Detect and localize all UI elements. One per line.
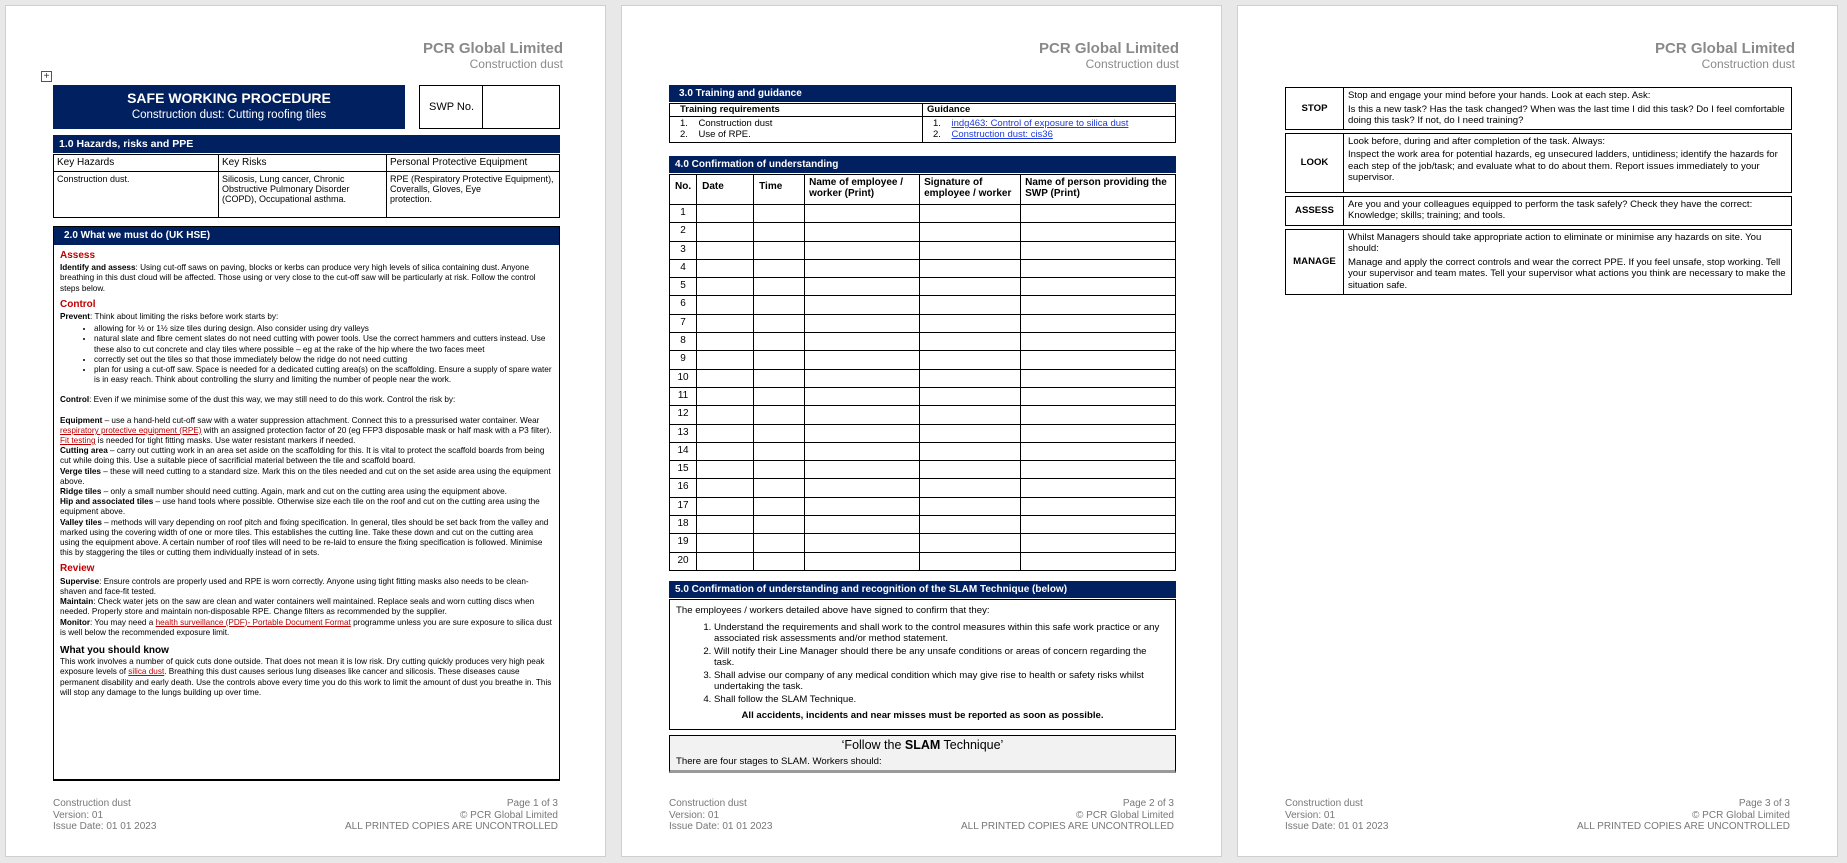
slam-stages-table [1285, 84, 1792, 298]
date-field[interactable] [697, 241, 754, 259]
time-field[interactable] [754, 205, 805, 223]
row-number: 5 [670, 278, 697, 296]
section-3-heading: 3.0 Training and guidance [669, 85, 1176, 102]
row-number: 18 [670, 516, 697, 534]
table-row [670, 314, 1176, 332]
provider-name-field[interactable] [1021, 241, 1176, 259]
time-field[interactable] [754, 461, 805, 479]
table-row [670, 461, 1176, 479]
employee-name-field[interactable] [805, 497, 920, 515]
training-item: Construction dust [698, 118, 773, 129]
date-field[interactable] [697, 333, 754, 351]
slam-title: ‘Follow the SLAM Technique’ [841, 738, 1004, 752]
list-item: 2. Will notify their Line Manager should there be any unsafe conditions or areas of concern regarding the task. [714, 646, 1169, 668]
row-number: 10 [670, 369, 697, 387]
list-item: • correctly set out the tiles so that those immediately below the ridge do not need cutting [94, 355, 553, 365]
time-field[interactable] [754, 424, 805, 442]
time-field[interactable] [754, 406, 805, 424]
what-you-should-know-paragraph: This work involves a number of quick cuts done outside. That does not mean it is low risk. Dry cutting quickly produces very high peak exposure levels of silica dust. Breathing this dust causes serious lung diseases like cancer and silicosis. These diseases cause permanent disability and early death. Use the controls above every time you do this work to limit the amount of dust you breathe in. This will stop any damage to the lungs building up over time. [60, 657, 552, 697]
hip-tiles-paragraph: Hip and associated tiles – use hand tools where possible. Otherwise size each tile on the roof and cut on the cutting area using the equipment above. [60, 497, 540, 517]
stage-label: STOP [1285, 87, 1343, 130]
signature-field[interactable] [920, 314, 1021, 332]
date-field[interactable] [697, 314, 754, 332]
row-number: 17 [670, 497, 697, 515]
cis36-link[interactable]: Construction dust: cis36 [951, 129, 1053, 140]
rpe-link[interactable]: respiratory protective equipment (RPE) [60, 425, 202, 435]
col-date: Date [697, 175, 754, 205]
provider-name-field[interactable] [1021, 479, 1176, 497]
valley-tiles-paragraph: Valley tiles – methods will vary depending on roof pitch and fixing specification. In general, tiles should be set back from the valley and marked using the covering width of one or more tiles. This establishes the cutting line. Take these down and cut on the cutting area using the equipment above. A certain number of roof tiles will need to be re-laid to ensure the fixing specification is followed. Minimise this by staggering the tiles or cutting them individually instead of in sets. [60, 517, 549, 558]
swp-value-field[interactable] [483, 86, 559, 128]
health-surveillance-link[interactable]: health surveillance (PDF)- Portable Document Format [155, 617, 351, 627]
page-2: PCR Global Limited Construction dust 3.0 Training and guidance Training requirements Guidance 1. Construction dust 2. Use of RPE. 1. indg463: Control of exposure to silica dust 2. Construction dust: cis36 4.0 Confirmation of understanding No. Date Time Name of employee / worker (Print) Signature of employee / worker Name of person providing the SWP (Print) 1 2 3 4 5 6 7 8 9 10 11 12 13 14 15 16 17 18 19 20 5.0 Confirmation of understanding and recognition of the SLAM Technique (below) The employees / workers detailed above have signed to confirm that they: 1. Understand the requirements and shall work to the control measures within this safe work practice or any associated risk assessments and/or method statement. 2. Will notify their Line Manager should there be any unsafe conditions or areas of concern regarding the task. 3. Shall advise our company of any medical condition which may give rise to health or safety risks whilst undertaking the task. 4. Shall follow the SLAM Technique. All accidents, incidents and near misses must be reported as soon as possible. ‘Follow the SLAM Technique’ There are four stages to SLAM. Workers should: Construction dust Version: 01 Issue Date: 01 01 2023 Page 2 of 3 © PCR Global Limited ALL PRINTED COPIES ARE UNCONTROLLED [621, 5, 1222, 857]
maintain-paragraph: Maintain: Check water jets on the saw are clean and water containers well maintained. Replace seals and worn cutting discs when needed. Properly store and maintain non-disposable RPE. Change filters as recommended by the supplier. [60, 597, 535, 617]
confirmation-table [669, 174, 1176, 571]
row-number: 20 [670, 552, 697, 570]
signature-field[interactable] [920, 406, 1021, 424]
provider-name-field[interactable] [1021, 259, 1176, 277]
employee-name-field[interactable] [805, 424, 920, 442]
signature-field[interactable] [920, 259, 1021, 277]
date-field[interactable] [697, 369, 754, 387]
date-field[interactable] [697, 406, 754, 424]
stage-row-assess: ASSESS Are you and your colleagues equipped to perform the task safely? Check they have the correct: Knowledge; skills; training; and tools. [1285, 196, 1792, 226]
col-employee-name: Name of employee / worker (Print) [805, 175, 920, 205]
section-2-heading: 2.0 What we must do (UK HSE) [54, 227, 559, 245]
section-4-heading: 4.0 Confirmation of understanding [669, 156, 1176, 173]
indg463-link[interactable]: indg463: Control of exposure to silica dust [951, 118, 1129, 129]
signature-field[interactable] [920, 424, 1021, 442]
provider-name-field[interactable] [1021, 351, 1176, 369]
hazards-table [53, 154, 560, 218]
employee-name-field[interactable] [805, 369, 920, 387]
signature-field[interactable] [920, 479, 1021, 497]
page-header [1655, 40, 1795, 71]
col-no: No. [670, 175, 697, 205]
stage-row-look: LOOK Look before, during and after completion of the task. Always: Inspect the work area for potential hazards, eg unsecured ladders, untidiness; identify the hazards for each step of the job/task; and evaluate what to do about them. Report issues immediately to your supervisor. [1285, 133, 1792, 193]
signature-field[interactable] [920, 516, 1021, 534]
provider-name-field[interactable] [1021, 205, 1176, 223]
ridge-tiles-paragraph: Ridge tiles – only a small number should need cutting. Again, mark and cut on the cutting area using the equipment above. [60, 487, 507, 497]
section-5-intro: The employees / workers detailed above have signed to confirm that they: [676, 605, 990, 616]
date-field[interactable] [697, 259, 754, 277]
supervise-paragraph: Supervise: Ensure controls are properly used and RPE is worn correctly. Anyone using tight fitting masks also needs to be clean-shaven and face-fit tested. [60, 576, 529, 596]
employee-name-field[interactable] [805, 333, 920, 351]
employee-name-field[interactable] [805, 552, 920, 570]
signature-field[interactable] [920, 534, 1021, 552]
section-1-heading: 1.0 Hazards, risks and PPE [53, 135, 560, 153]
list-item: 4. Shall follow the SLAM Technique. [714, 694, 1169, 705]
signature-field[interactable] [920, 333, 1021, 351]
silica-dust-link[interactable]: silica dust [128, 667, 165, 677]
date-field[interactable] [697, 534, 754, 552]
stage-label: LOOK [1285, 133, 1343, 193]
title-block [53, 85, 405, 129]
provider-name-field[interactable] [1021, 461, 1176, 479]
training-item: Use of RPE. [698, 129, 751, 140]
stage-label: MANAGE [1285, 229, 1343, 295]
control-heading: Control [60, 298, 96, 310]
procedure-subtitle: Construction dust: Cutting roofing tiles [131, 109, 327, 121]
table-row [670, 259, 1176, 277]
signature-field[interactable] [920, 296, 1021, 314]
signature-field[interactable] [920, 223, 1021, 241]
col-time: Time [754, 175, 805, 205]
company-name: PCR Global Limited [422, 40, 563, 57]
row-number: 3 [670, 241, 697, 259]
confirmation-list [714, 622, 1169, 705]
provider-name-field[interactable] [1021, 497, 1176, 515]
prevent-paragraph: Prevent: Think about limiting the risks before work starts by: [60, 312, 279, 322]
document-subtitle: Construction dust [1701, 57, 1795, 71]
row-number: 6 [670, 296, 697, 314]
list-item: • allowing for ½ or 1½ size tiles during design. Also consider using dry valleys [94, 324, 553, 334]
provider-name-field[interactable] [1021, 333, 1176, 351]
employee-name-field[interactable] [805, 259, 920, 277]
signature-field[interactable] [920, 351, 1021, 369]
date-field[interactable] [697, 552, 754, 570]
date-field[interactable] [697, 278, 754, 296]
time-field[interactable] [754, 314, 805, 332]
table-row [670, 351, 1176, 369]
assess-heading: Assess [60, 250, 96, 261]
provider-name-field[interactable] [1021, 278, 1176, 296]
slam-intro: There are four stages to SLAM. Workers should: [676, 756, 882, 767]
employee-name-field[interactable] [805, 442, 920, 460]
cutting-area-paragraph: Cutting area – carry out cutting work in an area set aside on the scaffolding for this. It is vital to protect the scaffold boards from being cut while doing this. Use a suitable piece of sacrificial material between the tile and scaffold board. [60, 446, 545, 466]
prevent-list [94, 324, 553, 385]
time-field[interactable] [754, 241, 805, 259]
confirmation-rows [670, 205, 1176, 571]
section-2-body [54, 245, 559, 698]
date-field[interactable] [697, 205, 754, 223]
control-paragraph: Control: Even if we minimise some of the dust this way, we may still need to do this work. Control the risk by: [60, 395, 456, 405]
provider-name-field[interactable] [1021, 424, 1176, 442]
page-3: PCR Global Limited Construction dust STOP Stop and engage your mind before your hands. Look at each step. Ask: Is this a new task? Has the task changed? When was the last time I did this task? Do I feel comfortable doing this task? If not, do I need training? LOOK Look before, during and after completion of the task. Always: Inspect the work area for potential hazards, eg unsecured ladders, untidiness; identify the hazards for each step of the job/task; and evaluate what to do about them. Report issues immediately to your supervisor. ASSESS Are you and your colleagues equipped to perform the task safely? Check they have the correct: Knowledge; skills; training; and tools. MANAGE Whilst Managers should take appropriate action to eliminate or minimise any hazards on site. You should: Manage and apply the correct controls and wear the correct PPE. If you feel unsafe, stop working. Tell your supervisor and team mates. Tell your supervisor what actions you think are necessary to make the situation safe. Construction dust Version: 01 Issue Date: 01 01 2023 Page 3 of 3 © PCR Global Limited ALL PRINTED COPIES ARE UNCONTROLLED [1237, 5, 1838, 857]
table-row [670, 497, 1176, 515]
company-name: PCR Global Limited [1038, 40, 1179, 57]
employee-name-field[interactable] [805, 314, 920, 332]
time-field[interactable] [754, 223, 805, 241]
identify-paragraph: Identify and assess: Using cut-off saws on paving, blocks or kerbs can produce very high levels of silica containing dust. Anyone breathing in this dust cloud will be affected. Those using or very close to the cut-off saw will be particularly at risk. Follow the control steps below. [60, 263, 536, 293]
provider-name-field[interactable] [1021, 442, 1176, 460]
list-item: • natural slate and fibre cement slates do not need cutting with power tools. Use the correct hammers and cutters instead. Use these also to cut concrete and clay tiles where possible – eg at the rake of the hip where the two faces meet [94, 334, 553, 354]
page-number: Page 3 of 3 [1738, 798, 1790, 809]
monitor-paragraph: Monitor: You may need a health surveillance (PDF)- Portable Document Format programme unless you are sure exposure to silica dust is well below the recommended exposure limit. [60, 617, 552, 637]
section-2-box [53, 226, 560, 781]
table-row [670, 241, 1176, 259]
fit-testing-link[interactable]: Fit testing [60, 436, 96, 446]
date-field[interactable] [697, 296, 754, 314]
training-table [669, 103, 1176, 143]
employee-name-field[interactable] [805, 351, 920, 369]
training-list: 1. Construction dust 2. Use of RPE. [670, 117, 923, 143]
provider-name-field[interactable] [1021, 406, 1176, 424]
row-number: 12 [670, 406, 697, 424]
page-number: Page 1 of 3 [506, 798, 558, 809]
table-row [670, 205, 1176, 223]
row-number: 15 [670, 461, 697, 479]
time-field[interactable] [754, 497, 805, 515]
provider-name-field[interactable] [1021, 516, 1176, 534]
what-you-should-know-heading: What you should know [60, 644, 169, 656]
table-row [670, 278, 1176, 296]
procedure-title: SAFE WORKING PROCEDURE [127, 90, 331, 106]
company-name: PCR Global Limited [1654, 40, 1795, 57]
list-item: 3. Shall advise our company of any medical condition which may give rise to health or safety risks whilst undertaking the task. [714, 670, 1169, 692]
signature-field[interactable] [920, 278, 1021, 296]
signature-field[interactable] [920, 442, 1021, 460]
page-1: PCR Global Limited Construction dust + SAFE WORKING PROCEDURE Construction dust: Cutting roofing tiles SWP No. 1.0 Hazards, risks and PPE Key Hazards Key Risks Personal Protective Equipment Construction dust. Silicosis, Lung cancer, Chronic Obstructive Pulmonary Disorder (COPD), Occupational asthma. RPE (Respiratory Protective Equipment), Coveralls, Gloves, Eye protection. 2.0 What we must do (UK HSE) Assess Identify and assess: Using cut-off saws on paving, blocks or kerbs can produce very high levels of silica containing dust. Anyone breathing in this dust cloud will be affected. Those using or very close to the cut-off saw will be particularly at risk. Follow the control steps below. Control Prevent: Think about limiting the risks before work starts by: • allowing for ½ or 1½ size tiles during design. Also consider using dry valleys • natural slate and fibre cement slates do not need cutting with power tools. Use the correct hammers and cutters instead. Use these also to cut concrete and clay tiles where possible – eg at the rake of the hip where the two faces meet • correctly set out the tiles so that those immediately below the ridge do not need cutting • plan for using a cut-off saw. Space is needed for a dedicated cutting area(s) on the scaffolding. Ensure a supply of spare water is in easy reach. Think about controlling the slurry and limiting the number of people near the work. Control: Even if we minimise some of the dust this way, we may still need to do this work. Control the risk by: Equipment – use a hand-held cut-off saw with a water suppression attachment. Connect this to a pressurised water container. Wear respiratory protective equipment (RPE) with an assigned protection factor of 20 (eg FFP3 disposable mask or half mask with a P3 filter). Fit testing is needed for tight fitting masks. Use water resistant markers if needed. Cutting area – carry out cutting work in an area set aside on the scaffolding for this. It is vital to protect the scaffold boards from being cut while doing this. Use a suitable piece of sacrificial material between the tile and scaffold board. Verge tiles – these will need cutting to a standard size. Mark this on the tiles needed and cut on the set aside area using the equipment above. Ridge tiles – only a small number should need cutting. Again, mark and cut on the cutting area using the equipment above. Hip and associated tiles – use hand tools where possible. Otherwise size each tile on the roof and cut on the cutting area using the equipment above. Valley tiles – methods will vary depending on roof pitch and fixing specification. In general, tiles should be set back from the valley and marked using the covering width of one or more tiles. This establishes the cutting line. Take these down and cut on the cutting area using the equipment above. A certain number of roof tiles will need to be re-laid to ensure the fixing specification is followed. Minimise this by staggering the tiles or cutting them individually instead of in sets. Review Supervise: Ensure controls are properly used and RPE is worn correctly. Anyone using tight fitting masks also needs to be clean-shaven and face-fit tested. Maintain: Check water jets on the saw are clean and water containers well maintained. Replace seals and worn cutting discs when needed. Properly store and maintain non-disposable RPE. Change filters as recommended by the supplier. Monitor: You may need a health surveillance (PDF)- Portable Document Format programme unless you are sure exposure to silica dust is well below the recommended exposure limit. What you should know This work involves a number of quick cuts done outside. That does not mean it is low risk. Dry cutting quickly produces very high peak exposure levels of silica dust. Breathing this dust causes serious lung diseases like cancer and silicosis. These diseases cause permanent disability and early death. Use the controls above every time you do this work to limit the amount of dust you breathe in. This will stop any damage to the lungs building up over time. Construction dust Version: 01 Issue Date: 01 01 2023 Page 1 of 3 © PCR Global Limited ALL PRINTED COPIES ARE UNCONTROLLED [5, 5, 606, 857]
date-field[interactable] [697, 497, 754, 515]
signature-field[interactable] [920, 387, 1021, 405]
accidents-notice: All accidents, incidents and near misses must be reported as soon as possible. [741, 710, 1104, 721]
date-field[interactable] [697, 461, 754, 479]
table-row [670, 442, 1176, 460]
time-field[interactable] [754, 369, 805, 387]
slam-box [669, 735, 1176, 773]
time-field[interactable] [754, 552, 805, 570]
signature-field[interactable] [920, 241, 1021, 259]
time-field[interactable] [754, 479, 805, 497]
col-provider-name: Name of person providing the SWP (Print) [1021, 175, 1176, 205]
time-field[interactable] [754, 516, 805, 534]
employee-name-field[interactable] [805, 534, 920, 552]
provider-name-field[interactable] [1021, 314, 1176, 332]
time-field[interactable] [754, 296, 805, 314]
time-field[interactable] [754, 442, 805, 460]
col-ppe: Personal Protective Equipment [387, 155, 560, 172]
row-number: 14 [670, 442, 697, 460]
signature-field[interactable] [920, 497, 1021, 515]
time-field[interactable] [754, 387, 805, 405]
risk-cell: Silicosis, Lung cancer, Chronic Obstructive Pulmonary Disorder (COPD), Occupational asthma. [219, 172, 387, 218]
stage-row-stop: STOP Stop and engage your mind before your hands. Look at each step. Ask: Is this a new task? Has the task changed? When was the last time I did this task? Do I feel comfortable doing this task? If not, do I need training? [1285, 87, 1792, 130]
provider-name-field[interactable] [1021, 387, 1176, 405]
document-subtitle: Construction dust [1085, 57, 1179, 71]
guidance-header: Guidance [923, 104, 1176, 117]
row-number: 16 [670, 479, 697, 497]
table-row [670, 516, 1176, 534]
swp-number-box [419, 85, 560, 129]
time-field[interactable] [754, 351, 805, 369]
employee-name-field[interactable] [805, 278, 920, 296]
provider-name-field[interactable] [1021, 552, 1176, 570]
hazard-cell: Construction dust. [54, 172, 219, 218]
page-header [423, 40, 563, 71]
employee-name-field[interactable] [805, 406, 920, 424]
employee-name-field[interactable] [805, 479, 920, 497]
time-field[interactable] [754, 259, 805, 277]
table-row [670, 424, 1176, 442]
stage-label: ASSESS [1285, 196, 1343, 226]
section-5-box [669, 599, 1176, 730]
date-field[interactable] [697, 516, 754, 534]
training-requirements-header: Training requirements [670, 104, 923, 117]
ppe-cell: RPE (Respiratory Protective Equipment), Coveralls, Gloves, Eye protection. [387, 172, 560, 218]
col-signature: Signature of employee / worker [920, 175, 1021, 205]
col-key-risks: Key Risks [219, 155, 387, 172]
time-field[interactable] [754, 333, 805, 351]
table-row [670, 406, 1176, 424]
employee-name-field[interactable] [805, 387, 920, 405]
date-field[interactable] [697, 387, 754, 405]
table-row [670, 296, 1176, 314]
employee-name-field[interactable] [805, 461, 920, 479]
row-number: 4 [670, 259, 697, 277]
date-field[interactable] [697, 424, 754, 442]
row-number: 1 [670, 205, 697, 223]
row-number: 19 [670, 534, 697, 552]
provider-name-field[interactable] [1021, 369, 1176, 387]
table-row [670, 223, 1176, 241]
document-subtitle: Construction dust [469, 57, 563, 71]
provider-name-field[interactable] [1021, 296, 1176, 314]
row-number: 2 [670, 223, 697, 241]
signature-field[interactable] [920, 369, 1021, 387]
date-field[interactable] [697, 442, 754, 460]
signature-field[interactable] [920, 461, 1021, 479]
row-number: 13 [670, 424, 697, 442]
date-field[interactable] [697, 223, 754, 241]
table-move-handle-icon[interactable]: + [41, 71, 52, 82]
list-item: 1. Understand the requirements and shall work to the control measures within this safe work practice or any associated risk assessments and/or method statement. [714, 622, 1169, 644]
page-header [1039, 40, 1179, 71]
row-number: 8 [670, 333, 697, 351]
table-row [670, 387, 1176, 405]
review-heading: Review [60, 563, 95, 575]
page-number: Page 2 of 3 [1122, 798, 1174, 809]
time-field[interactable] [754, 278, 805, 296]
row-number: 11 [670, 387, 697, 405]
date-field[interactable] [697, 479, 754, 497]
row-number: 7 [670, 314, 697, 332]
table-row [670, 552, 1176, 570]
employee-name-field[interactable] [805, 296, 920, 314]
list-item: • plan for using a cut-off saw. Space is needed for a dedicated cutting area(s) on the scaffolding. Ensure a supply of spare water is in easy reach. Think about controlling the slurry and limiting the number of people near the work. [94, 365, 553, 385]
employee-name-field[interactable] [805, 241, 920, 259]
table-row [670, 333, 1176, 351]
row-number: 9 [670, 351, 697, 369]
table-row [670, 534, 1176, 552]
section-5-heading: 5.0 Confirmation of understanding and recognition of the SLAM Technique (below) [669, 581, 1176, 598]
guidance-list: 1. indg463: Control of exposure to silica dust 2. Construction dust: cis36 [923, 117, 1176, 143]
employee-name-field[interactable] [805, 516, 920, 534]
employee-name-field[interactable] [805, 223, 920, 241]
table-row [670, 479, 1176, 497]
provider-name-field[interactable] [1021, 223, 1176, 241]
employee-name-field[interactable] [805, 205, 920, 223]
verge-tiles-paragraph: Verge tiles – these will need cutting to a standard size. Mark this on the tiles needed and cut on the set aside area using the equipment above. [60, 466, 551, 486]
signature-field[interactable] [920, 552, 1021, 570]
provider-name-field[interactable] [1021, 534, 1176, 552]
time-field[interactable] [754, 534, 805, 552]
stage-row-manage: MANAGE Whilst Managers should take appropriate action to eliminate or minimise any hazards on site. You should: Manage and apply the correct controls and wear the correct PPE. If you feel unsafe, stop working. Tell your supervisor and team mates. Tell your supervisor what actions you think are necessary to make the situation safe. [1285, 229, 1792, 295]
equipment-paragraph: Equipment – use a hand-held cut-off saw with a water suppression attachment. Connect this to a pressurised water container. Wear respiratory protective equipment (RPE) with an assigned protection factor of 20 (eg FFP3 disposable mask or half mask with a P3 filter). Fit testing is needed for tight fitting masks. Use water resistant markers if needed. [60, 415, 552, 446]
col-key-hazards: Key Hazards [54, 155, 219, 172]
signature-field[interactable] [920, 205, 1021, 223]
swp-label: SWP No. [420, 86, 483, 128]
date-field[interactable] [697, 351, 754, 369]
table-row [670, 369, 1176, 387]
